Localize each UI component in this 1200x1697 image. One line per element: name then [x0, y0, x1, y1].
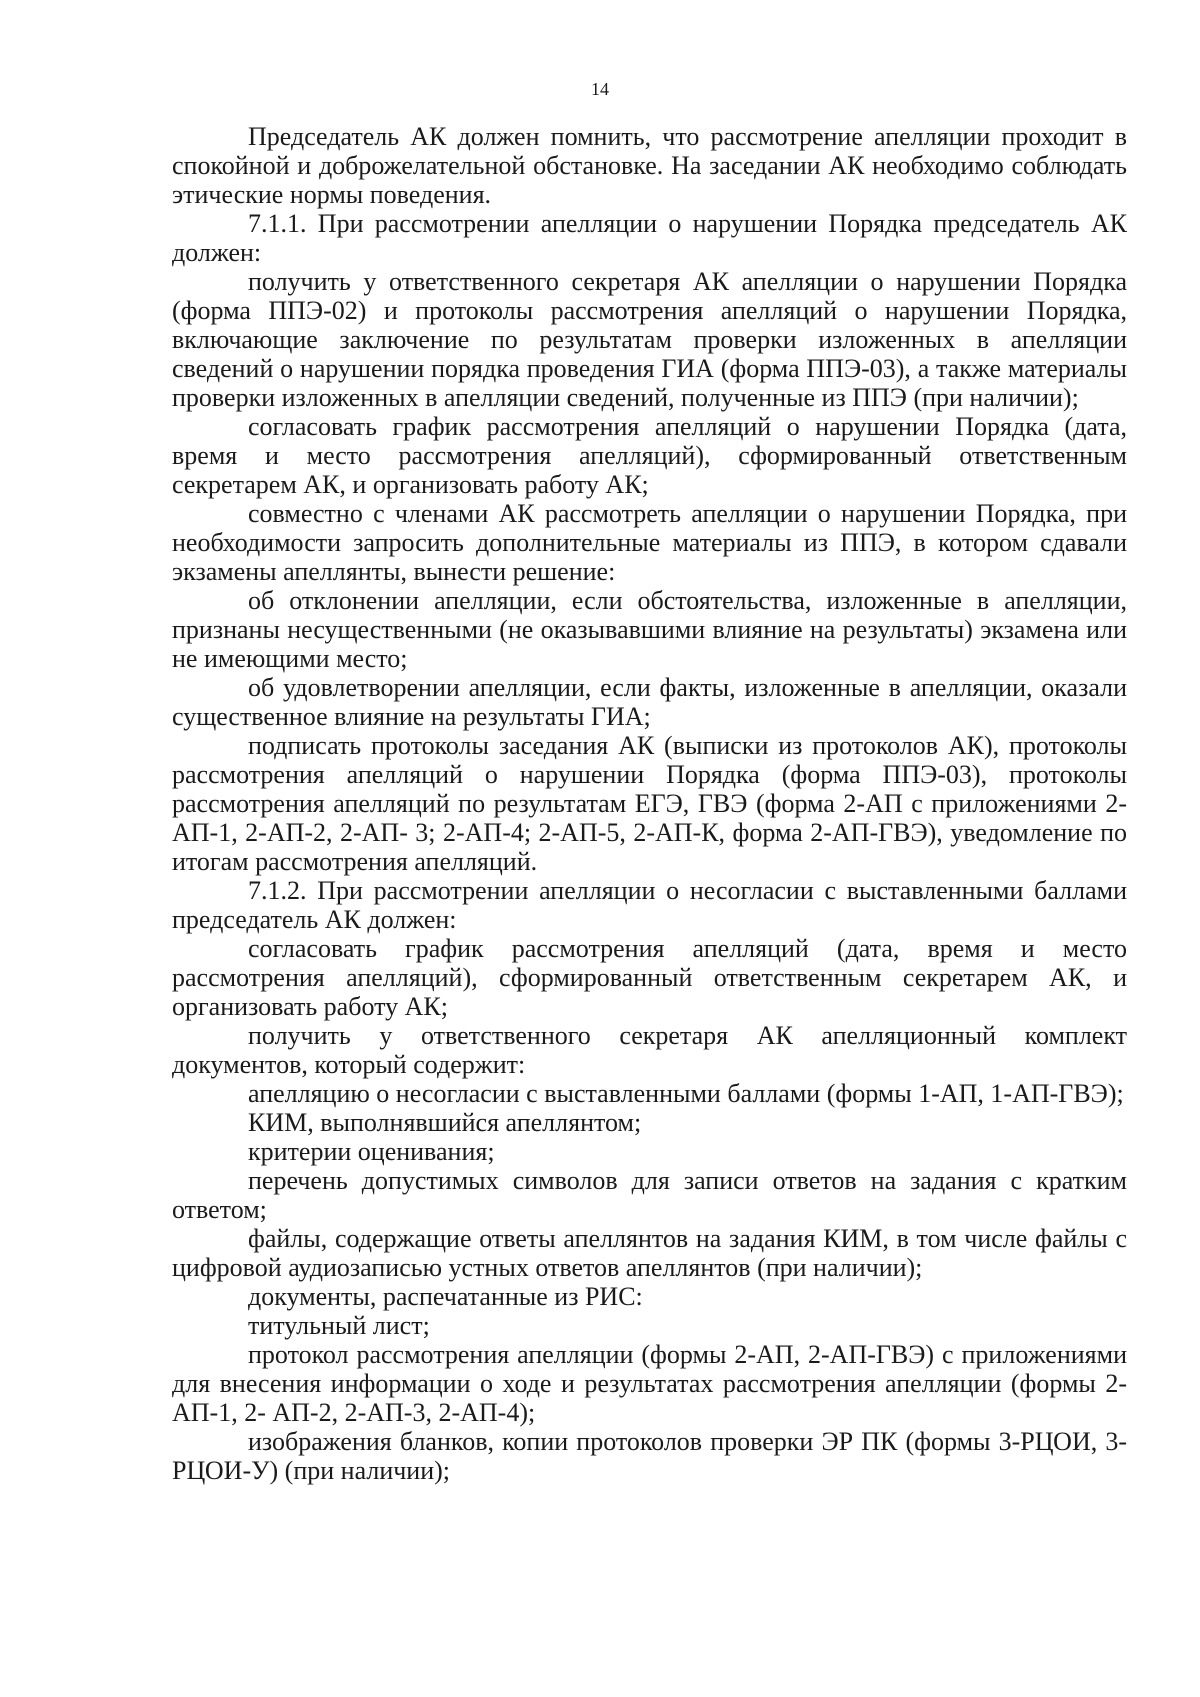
document-body [172, 122, 1127, 1485]
paragraph-reject-appeal: об отклонении апелляции, если обстоятельства, изложенные в апелляции, признаны несущественными (не оказывавшими влияние на результаты) экзамена или не имеющими место; [172, 586, 1127, 673]
paragraph-receive-kit: получить у ответственного секретаря АК апелляционный комплект документов, который содержит: [172, 1021, 1127, 1079]
paragraph-ris-documents: документы, распечатанные из РИС: [248, 1282, 643, 1311]
paragraph-appeal-protocol: протокол рассмотрения апелляции (формы 2-АП, 2-АП-ГВЭ) с приложениями для внесения информации о ходе и результатах рассмотрения апелляции (формы 2-АП-1, 2- АП-2, 2-АП-3, 2-АП-4); [172, 1340, 1127, 1427]
paragraph-sign-protocols: подписать протоколы заседания АК (выписки из протоколов АК), протоколы рассмотрения апелляций о нарушении Порядка (форма ППЭ-03), протоколы рассмотрения апелляций по результатам ЕГЭ, ГВЭ (форма 2-АП с приложениями 2-АП-1, 2-АП-2, 2-АП- 3; 2-АП-4; 2-АП-5, 2-АП-К, форма 2-АП-ГВЭ), уведомление по итогам рассмотрения апелляций. [172, 731, 1127, 876]
paragraph-approve-schedule-2: согласовать график рассмотрения апелляций (дата, время и место рассмотрения апелляций), сформированный ответственным секретарем АК, и организовать работу АК; [172, 934, 1127, 1021]
paragraph-satisfy-appeal: об удовлетворении апелляции, если факты, изложенные в апелляции, оказали существенное влияние на результаты ГИА; [172, 673, 1127, 731]
paragraph-appeal-form: апелляцию о несогласии с выставленными баллами (формы 1-АП, 1-АП-ГВЭ); [248, 1079, 1124, 1108]
paragraph-blank-images: изображения бланков, копии протоколов проверки ЭР ПК (формы 3-РЦОИ, 3- РЦОИ-У) (при наличии); [172, 1427, 1127, 1485]
paragraph-receive-appeals: получить у ответственного секретаря АК апелляции о нарушении Порядка (форма ППЭ-02) и протоколы рассмотрения апелляций о нарушении Порядка, включающие заключение по результатам проверки изложенных в апелляции сведений о нарушении порядка проведения ГИА (форма ППЭ-03), а также материалы проверки изложенных в апелляции сведений, полученные из ППЭ (при наличии); [172, 267, 1127, 412]
paragraph-intro: Председатель АК должен помнить, что рассмотрение апелляции проходит в спокойной и доброжелательной обстановке. На заседании АК необходимо соблюдать этические нормы поведения. [172, 122, 1127, 209]
paragraph-symbols-list: перечень допустимых символов для записи ответов на задания с кратким ответом; [172, 1166, 1127, 1224]
paragraph-kim: КИМ, выполнявшийся апеллянтом; [248, 1108, 642, 1137]
paragraph-review-appeals: совместно с членами АК рассмотреть апелляции о нарушении Порядка, при необходимости запросить дополнительные материалы из ППЭ, в котором сдавали экзамены апеллянты, вынести решение: [172, 499, 1127, 586]
paragraph-criteria: критерии оценивания; [248, 1137, 495, 1166]
paragraph-approve-schedule: согласовать график рассмотрения апелляций о нарушении Порядка (дата, время и место рассмотрения апелляций), сформированный ответственным секретарем АК, и организовать работу АК; [172, 412, 1127, 499]
paragraph-title-sheet: титульный лист; [248, 1311, 430, 1340]
paragraph-7-1-1-heading: 7.1.1. При рассмотрении апелляции о нарушении Порядка председатель АК должен: [172, 209, 1127, 267]
page-number: 14 [591, 79, 609, 99]
paragraph-answer-files: файлы, содержащие ответы апеллянтов на задания КИМ, в том числе файлы с цифровой аудиозаписью устных ответов апеллянтов (при наличии); [172, 1224, 1127, 1282]
paragraph-7-1-2-heading: 7.1.2. При рассмотрении апелляции о несогласии с выставленными баллами председатель АК должен: [172, 876, 1127, 934]
